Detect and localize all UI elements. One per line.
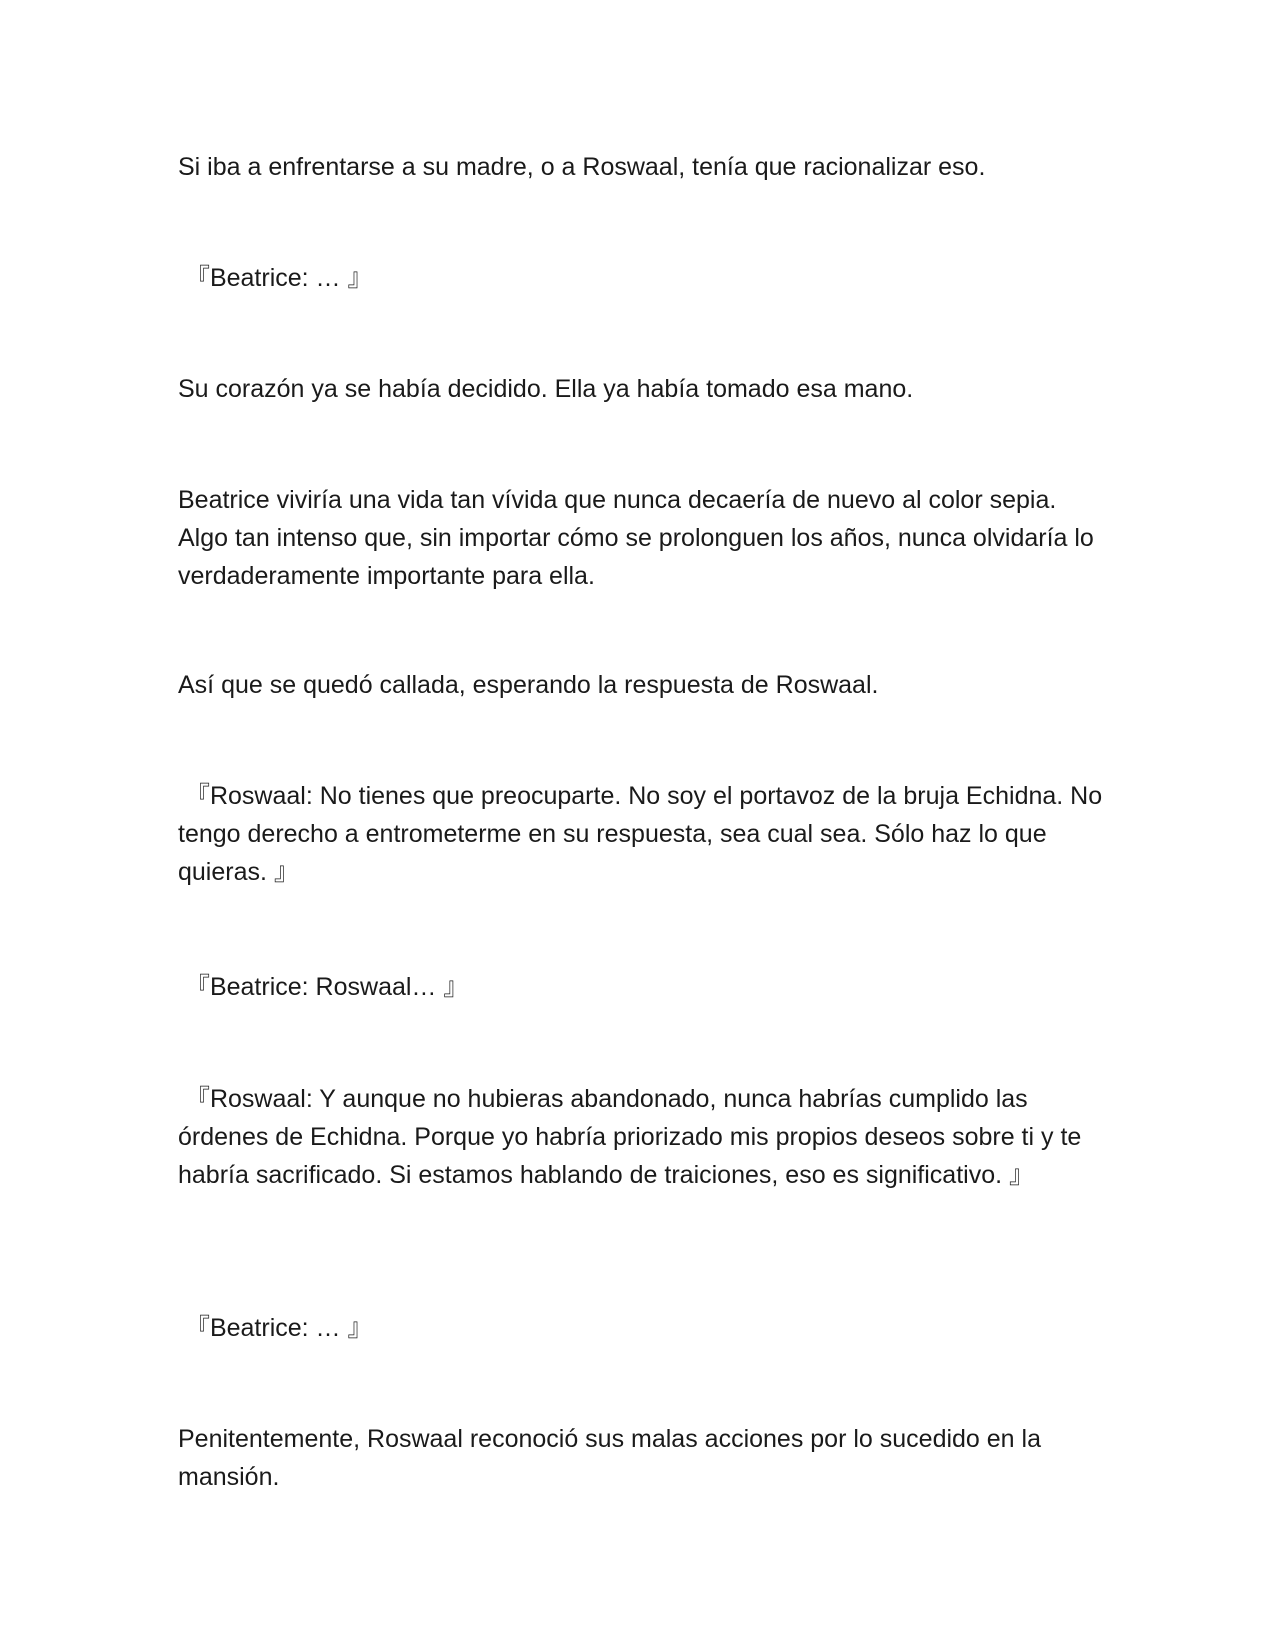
- paragraph-narration: Beatrice viviría una vida tan vívida que nunca decaería de nuevo al color sepia. Algo tan intenso que, sin importar cómo se prolonguen los años, nunca olvidaría lo verdaderamente importante para ella.: [178, 486, 1101, 590]
- paragraph-dialogue: 『Beatrice: … 』: [178, 264, 373, 292]
- paragraph-dialogue: 『Beatrice: Roswaal… 』: [178, 973, 469, 1001]
- paragraph-dialogue: 『Roswaal: Y aunque no hubieras abandonado, nunca habrías cumplido las órdenes de Echidna. Porque yo habría priorizado mis propios deseos sobre ti y te habría sacrificado. Si estamos hablando de traiciones, eso es significativo. 』: [178, 1085, 1089, 1189]
- paragraph-narration: Así que se quedó callada, esperando la respuesta de Roswaal.: [178, 671, 879, 699]
- paragraph-narration: Si iba a enfrentarse a su madre, o a Roswaal, tenía que racionalizar eso.: [178, 153, 986, 181]
- paragraph-dialogue: 『Beatrice: … 』: [178, 1314, 373, 1342]
- paragraph-narration: Su corazón ya se había decidido. Ella ya había tomado esa mano.: [178, 375, 914, 403]
- paragraph-narration: Penitentemente, Roswaal reconoció sus malas acciones por lo sucedido en la mansión.: [178, 1425, 1048, 1491]
- paragraph-dialogue: 『Roswaal: No tienes que preocuparte. No soy el portavoz de la bruja Echidna. No tengo derecho a entrometerme en su respuesta, sea cual sea. Sólo haz lo que quieras. 』: [178, 782, 1110, 886]
